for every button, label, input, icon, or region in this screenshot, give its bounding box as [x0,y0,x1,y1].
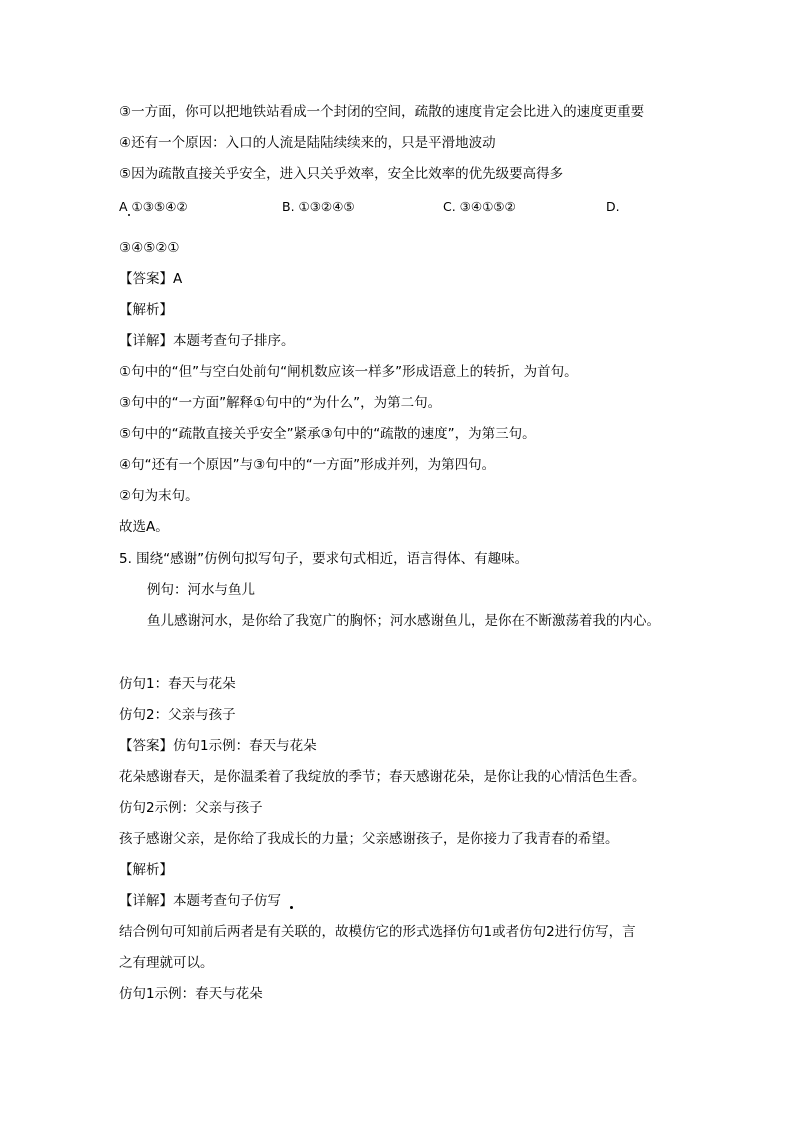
option-b: B. ①③②④⑤ [282,199,355,214]
q5-analysis-heading: 【解析】 [119,862,173,878]
q4-detail-line: ⑤句中的“疏散直接关乎安全”紧承③句中的“疏散的速度”，为第三句。 [119,426,536,442]
q5-answer-heading: 【答案】仿句1示例：春天与花朵 [119,738,317,754]
sentence-4: ④还有一个原因：入口的人流是陆陆续续来的，只是平滑地波动 [119,135,496,151]
sentence-5: ⑤因为疏散直接关乎安全，进入只关乎效率，安全比效率的优先级要高得多 [119,166,564,182]
trailing-dot-mark [290,906,293,909]
q5-answer-2: 孩子感谢父亲，是你给了我成长的力量；父亲感谢孩子，是你接力了我青春的希望。 [119,831,619,847]
q4-detail-line: ①句中的“但”与空白处前句“闸机数应该一样多”形成语意上的转折，为首句。 [119,364,578,380]
q4-analysis-heading: 【解析】 [119,302,173,318]
q5-answer-1: 花朵感谢春天，是你温柔着了我绽放的季节；春天感谢花朵，是你让我的心情活色生香。 [119,769,646,785]
sentence-3: ③一方面，你可以把地铁站看成一个封闭的空间，疏散的速度肯定会比进入的速度更重要 [119,104,645,120]
q5-prompt-1: 仿句1：春天与花朵 [119,676,236,692]
q4-detail-line: ③句中的“一方面”解释①句中的“为什么”，为第二句。 [119,395,442,411]
option-c: C. ③④①⑤② [443,199,516,214]
q5-detail-example: 仿句1示例：春天与花朵 [119,986,263,1002]
q5-prompt-2: 仿句2：父亲与孩子 [119,707,236,723]
q4-detail-line: 【详解】本题考查句子排序。 [119,333,295,349]
q4-detail-line: ④句“还有一个原因”与③句中的“一方面”形成并列，为第四句。 [119,457,496,473]
option-d-continuation: ③④⑤②① [119,240,180,256]
q4-detail-line: ②句为末句。 [119,488,199,504]
option-dot-mark [128,214,130,216]
option-a: A ①③⑤④② [119,199,188,214]
q5-detail-text: 之有理就可以。 [119,955,214,971]
option-d: D. [606,199,620,214]
q4-conclusion: 故选A。 [119,519,169,535]
q5-detail-text: 结合例句可知前后两者是有关联的，故模仿它的形式选择仿句1或者仿句2进行仿写，言 [119,924,636,940]
q5-example-title: 例句：河水与鱼儿 [147,582,255,598]
q5-question: 5. 围绕“感谢”仿例句拟写句子，要求句式相近，语言得体、有趣味。 [119,551,529,567]
q5-answer-2-heading: 仿句2示例：父亲与孩子 [119,800,263,816]
q4-answer: 【答案】A [119,271,183,287]
q5-detail-heading: 【详解】本题考查句子仿写 [119,893,281,909]
q5-example-text: 鱼儿感谢河水，是你给了我宽广的胸怀；河水感谢鱼儿，是你在不断激荡着我的内心。 [147,613,660,629]
